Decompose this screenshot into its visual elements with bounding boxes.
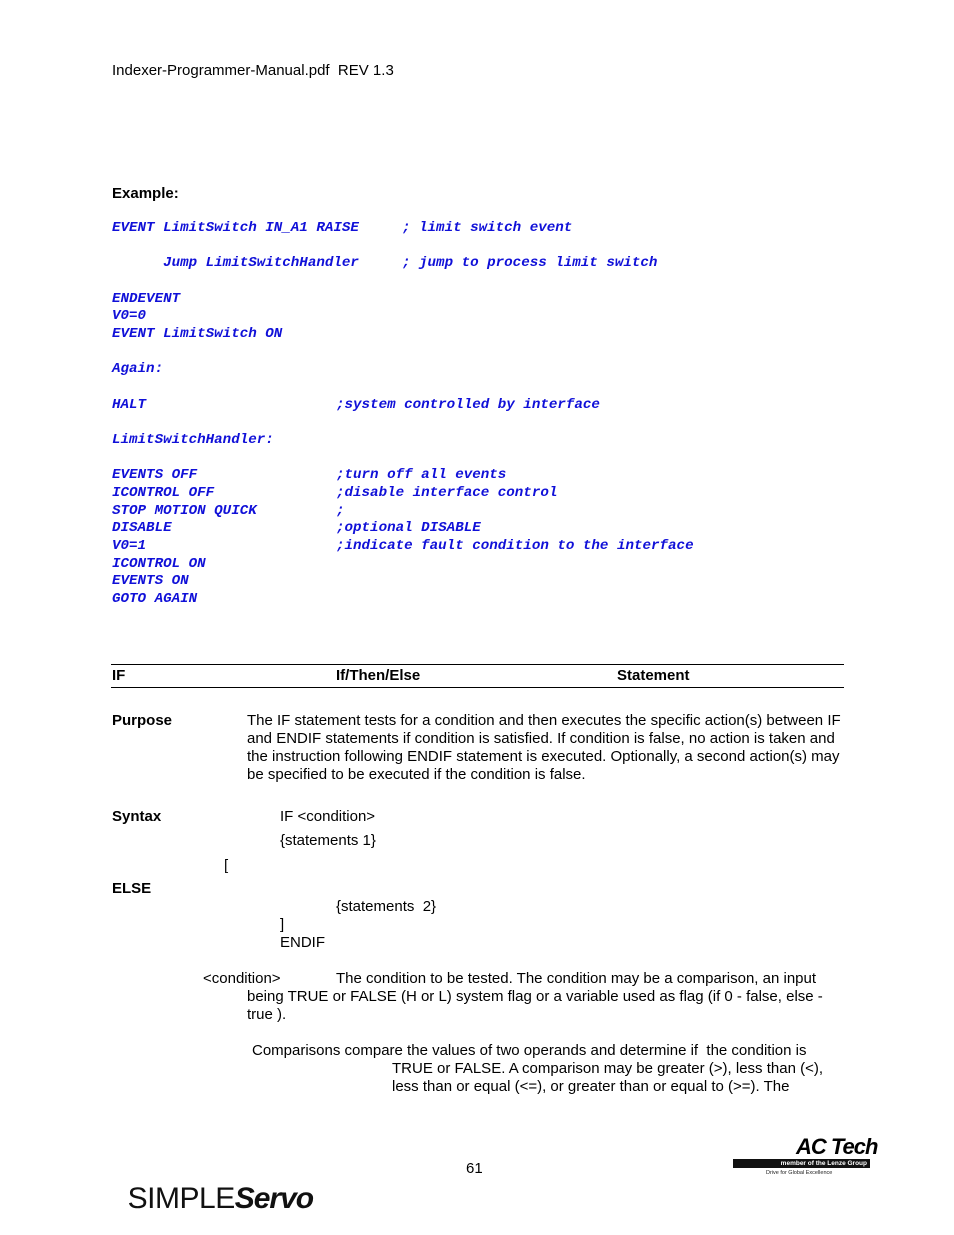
syntax-bracket-close: ]: [280, 916, 285, 933]
code-label: LimitSwitchHandler:: [112, 432, 274, 448]
syntax-else-label: ELSE: [112, 880, 152, 897]
code-line: EVENT LimitSwitch IN_A1 RAISE: [112, 220, 359, 236]
document-reference: Indexer-Programmer-Manual.pdf REV 1.3: [112, 62, 394, 79]
code-line: V0=1: [112, 538, 147, 554]
section-title: If/Then/Else: [336, 667, 421, 684]
code-comment: ;system controlled by interface: [336, 397, 600, 413]
code-comment: ;indicate fault condition to the interface: [336, 538, 694, 554]
actech-bar: [733, 1159, 870, 1168]
code-line: ENDEVENT: [112, 291, 181, 307]
purpose-text: The IF statement tests for a condition and then executes the specific action(s) between IF and ENDIF statements if condition is satisfied. If condition is false, no action is taken and the instruction following ENDIF statement is executed. Optionally, a second action(s) may be specified to be executed if the condition is false.: [247, 712, 841, 783]
logo-simple: SIMPLE: [127, 1182, 235, 1215]
code-comment: ;turn off all events: [336, 467, 507, 483]
syntax-bracket-open: [: [224, 857, 229, 874]
code-line: DISABLE: [112, 520, 172, 536]
code-line: EVENTS OFF: [112, 467, 198, 483]
code-line: ICONTROL ON: [112, 556, 206, 572]
code-line: V0=0: [112, 308, 147, 324]
condition-description-first: The condition to be tested. The condition may be a comparison, an input: [336, 970, 817, 987]
condition-description-rest: being TRUE or FALSE (H or L) system flag or a variable used as flag (if 0 - false, else - true ).: [247, 988, 823, 1023]
code-comment: ;: [336, 503, 345, 519]
page-number: 61: [466, 1160, 483, 1177]
actech-wordmark: AC Tech: [796, 1134, 878, 1159]
code-line: Jump LimitSwitchHandler: [112, 255, 359, 271]
code-line: ICONTROL OFF: [112, 485, 215, 501]
code-comment: ; jump to process limit switch: [402, 255, 658, 271]
logo-servo: Servo: [234, 1182, 314, 1215]
comparisons-first: Comparisons compare the values of two operands and determine if the condition is: [252, 1042, 807, 1059]
comparisons-rest: TRUE or FALSE. A comparison may be greater (>), less than (<), less than or equal (<=), or greater than or equal to (>=). The: [392, 1060, 824, 1095]
condition-term: <condition>: [203, 970, 281, 987]
code-comment: ;disable interface control: [336, 485, 558, 501]
code-line: EVENT LimitSwitch ON: [112, 326, 283, 342]
example-label: Example:: [112, 185, 179, 202]
purpose-label: Purpose: [112, 712, 173, 729]
actech-tagline: Drive for Global Excellence: [766, 1170, 833, 1176]
syntax-statements-2: {statements 2}: [336, 898, 437, 915]
section-keyword: IF: [112, 667, 126, 684]
code-line: STOP MOTION QUICK: [112, 503, 257, 519]
actech-member-text: member of the Lenze Group: [780, 1160, 867, 1167]
syntax-label: Syntax: [112, 808, 162, 825]
syntax-if-line: IF <condition>: [280, 808, 376, 825]
code-line: GOTO AGAIN: [112, 591, 198, 607]
code-line: EVENTS ON: [112, 573, 189, 589]
simpleservo-logo: [111, 1148, 313, 1216]
syntax-endif: ENDIF: [280, 934, 325, 951]
section-bottom-rule: [111, 687, 844, 688]
code-comment: ;optional DISABLE: [336, 520, 481, 536]
code-label: Again:: [112, 361, 164, 377]
code-comment: ; limit switch event: [402, 220, 573, 236]
section-top-rule: [111, 664, 844, 665]
syntax-statements-1: {statements 1}: [280, 832, 376, 849]
section-type: Statement: [617, 667, 690, 684]
code-line: HALT: [112, 397, 147, 413]
